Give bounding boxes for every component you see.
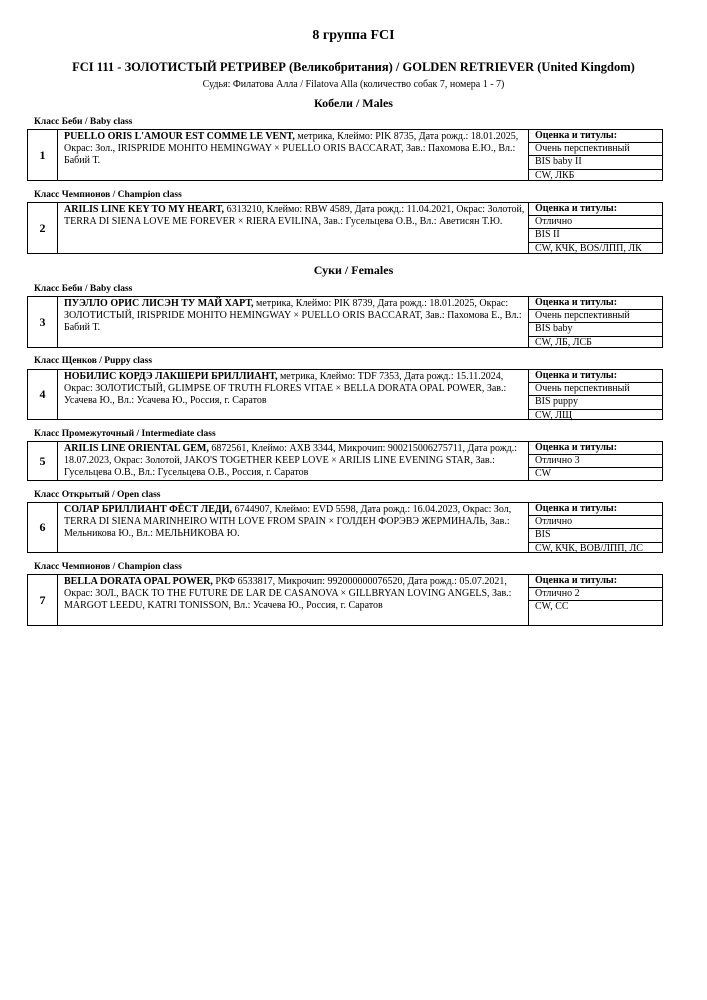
dog-details: метрика, Клеймо: PIK 8735, Дата рожд.: 18.01.2025, Окрас: Зол., IRISPRIDE MOHITO HEMINGWAY × PUELLO ORIS BACCARAT, Зав.: Пахомова Е.Ю., Вл.: Бабий Т. <box>64 131 519 167</box>
result-line: Отлично <box>529 216 662 229</box>
class-label: Класс Щенков / Puppy class <box>34 356 153 366</box>
result-line: CW, КЧК, BOS/ЛПП, ЛК <box>535 242 642 254</box>
class-label: Класс Беби / Baby class <box>34 117 133 127</box>
dog-details: 6872561, Клеймо: AXB 3344, Микрочип: 900215006275711, Дата рожд.: 18.07.2023, Окрас: Золотой, JAKO'S TOGETHER KEEP LOVE × ARILIS LINE EVENING STAR, Зав.: Гусельцева О.В., Вл.: Гусельцева О.В., Россия, г. Саратов <box>64 443 517 479</box>
result-line: Очень перспективный <box>529 143 662 156</box>
section-heading-females: Суки / Females <box>313 263 394 277</box>
entry-description <box>58 130 529 180</box>
entry-row <box>27 369 663 420</box>
class-label: Класс Промежуточный / Intermediate class <box>34 429 216 439</box>
dog-name: ПУЭЛЛО ОРИС ЛИСЭН ТУ МАЙ ХАРТ, <box>64 298 254 309</box>
entry-description <box>58 503 529 552</box>
dog-name: СОЛАР БРИЛЛИАНТ ФЁСТ ЛЕДИ, <box>64 504 233 515</box>
result-line: CW, ЛКБ <box>535 169 575 181</box>
dog-name: PUELLO ORIS L'AMOUR EST COMME LE VENT, <box>64 131 295 142</box>
entry-description <box>58 442 529 480</box>
entry-number: 3 <box>28 297 58 347</box>
entry-description <box>58 370 529 419</box>
results-header: Оценка и титулы: <box>529 575 662 588</box>
entry-number: 6 <box>28 503 58 552</box>
section-heading-males: Кобели / Males <box>314 96 393 110</box>
entry-results <box>529 203 662 253</box>
entry-results <box>529 442 662 480</box>
result-line: CW, ЛБ, ЛСБ <box>535 336 592 348</box>
class-label: Класс Чемпионов / Champion class <box>34 562 182 572</box>
dog-name: ARILIS LINE KEY TO MY HEART, <box>64 204 225 215</box>
entry-results <box>529 575 662 625</box>
results-header: Оценка и титулы: <box>529 297 662 310</box>
entry-number: 5 <box>28 442 58 480</box>
results-header: Оценка и титулы: <box>529 203 662 216</box>
entry-row <box>27 202 663 254</box>
entry-row <box>27 502 663 553</box>
class-label: Класс Беби / Baby class <box>34 284 133 294</box>
results-header: Оценка и титулы: <box>529 503 662 516</box>
result-line: Отлично 3 <box>529 455 662 468</box>
breed-title: FCI 111 - ЗОЛОТИСТЫЙ РЕТРИВЕР (Великобритания) / GOLDEN RETRIEVER (United Kingdom) <box>72 60 635 74</box>
class-label: Класс Открытый / Open class <box>34 490 161 500</box>
entry-description <box>58 575 529 625</box>
result-line: BIS <box>529 529 662 542</box>
entry-number: 2 <box>28 203 58 253</box>
entry-number: 4 <box>28 370 58 419</box>
entry-results <box>529 370 662 419</box>
result-line: BIS baby II <box>529 156 662 169</box>
dog-name: НОБИЛИС КОРДЭ ЛАКШЕРИ БРИЛЛИАНТ, <box>64 371 278 382</box>
result-line: CW, КЧК, BOB/ЛПП, ЛС <box>535 542 643 554</box>
entry-row <box>27 296 663 348</box>
dog-details: РКФ 6533817, Микрочип: 992000000076520, Дата рожд.: 05.07.2021, Окрас: ЗОЛ., BACK TO THE FUTURE DE LAR DE CASANOVA × GILLBRYAN LOVING ANGELS, Зав.: MARGOT LEEDU, KATRI TONISSON, Вл.: Усачева Ю., Россия, г. Саратов <box>64 576 512 612</box>
result-line: CW, ЛЩ <box>535 409 573 421</box>
entry-description <box>58 297 529 347</box>
result-line: BIS puppy <box>529 396 662 409</box>
entry-description <box>58 203 529 253</box>
class-label: Класс Чемпионов / Champion class <box>34 190 182 200</box>
results-header: Оценка и титулы: <box>529 130 662 143</box>
result-line: CW, CC <box>535 601 569 613</box>
result-line: Отлично 2 <box>529 588 662 601</box>
result-line: BIS baby <box>529 323 662 336</box>
result-line: CW <box>535 468 552 480</box>
judge-line: Судья: Филатова Алла / Filatova Alla (количество собак 7, номера 1 - 7) <box>202 79 505 90</box>
group-title: 8 группа FCI <box>312 28 395 43</box>
results-header: Оценка и титулы: <box>529 370 662 383</box>
entry-row <box>27 129 663 181</box>
result-line: Отлично <box>529 516 662 529</box>
entry-number: 1 <box>28 130 58 180</box>
result-line: Очень перспективный <box>529 383 662 396</box>
result-line: Очень перспективный <box>529 310 662 323</box>
entry-results <box>529 130 662 180</box>
results-header: Оценка и титулы: <box>529 442 662 455</box>
entry-results <box>529 503 662 552</box>
entry-results <box>529 297 662 347</box>
result-line: BIS II <box>529 229 662 242</box>
entry-number: 7 <box>28 575 58 625</box>
dog-name: BELLA DORATA OPAL POWER, <box>64 576 213 587</box>
dog-details: метрика, Клеймо: PIK 8739, Дата рожд.: 18.01.2025, Окрас: ЗОЛОТИСТЫЙ, IRISPRIDE MOHITO HEMINGWAY × PUELLO ORIS BACCARAT, Зав.: Пахомова Е., Вл.: Бабий Т. <box>64 298 522 334</box>
dog-details: 6744907, Клеймо: EVD 5598, Дата рожд.: 16.04.2023, Окрас: Зол, TERRA DI SIENA MARINHEIRO WITH LOVE FROM SPAIN × ГОЛДЕН ФОРЭВЭ ЖЕРМИНАЛЬ, Зав.: Мельникова Ю., Вл.: МЕЛЬНИКОВА Ю. <box>64 504 512 540</box>
entry-row <box>27 441 663 481</box>
dog-details: метрика, Клеймо: TDF 7353, Дата рожд.: 15.11.2024, Окрас: ЗОЛОТИСТЫЙ, GLIMPSE OF TRUTH FLORES VITAE × BELLA DORATA OPAL POWER, Зав.: Усачева Ю., Вл.: Усачева Ю., Россия, г. Саратов <box>64 371 507 407</box>
dog-name: ARILIS LINE ORIENTAL GEM, <box>64 443 209 454</box>
entry-row <box>27 574 663 626</box>
dog-details: 6313210, Клеймо: RBW 4589, Дата рожд.: 11.04.2021, Окрас: Золотой, TERRA DI SIENA LOVE ME FOREVER × RIERA EVILINA, Зав.: Гусельцева О.В., Вл.: Аветисян Т.Ю. <box>64 204 525 228</box>
